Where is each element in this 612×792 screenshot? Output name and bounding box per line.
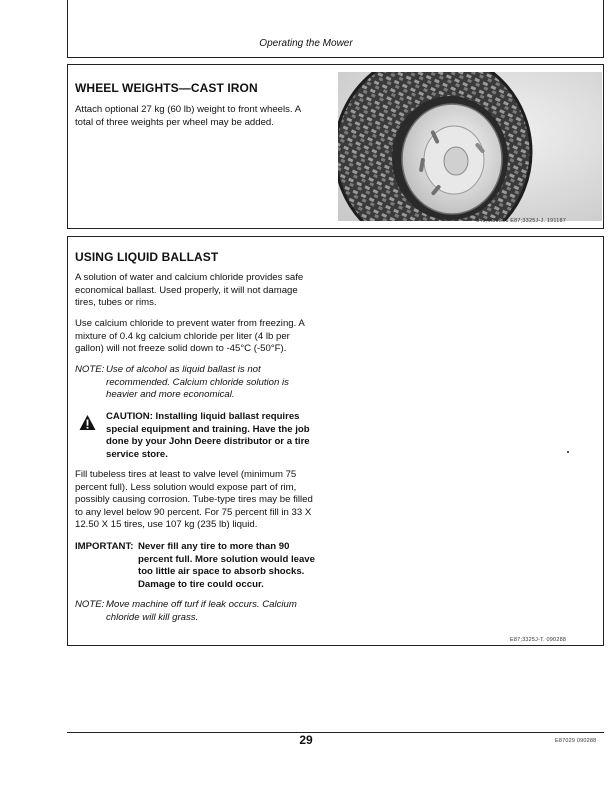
important-line: too little air space to absorb shocks. [138,566,305,578]
text-line: to any level below 90 percent. For 75 percent fill in 33 X [75,506,312,518]
wheel-weights-title: WHEEL WEIGHTS—CAST IRON [75,81,258,95]
text-line: mixture of 0.4 kg calcium chloride per liter (4 lb per [75,330,290,342]
note-line: Move machine off turf if leak occurs. Calcium [106,599,297,610]
text-line: A solution of water and calcium chloride provides safe [75,272,304,283]
tire-wheel-photo [338,72,602,221]
ballast-note-2 [75,599,343,624]
footer-code: E87029 090288 [555,738,597,744]
text-line: Fill tubeless tires at least to valve level (minimum 75 [75,469,297,480]
wheel-weights-line: total of three weights per wheel may be added. [75,116,274,128]
ballast-paragraph-2 [75,318,337,356]
important-line: percent full. More solution would leave [138,553,315,565]
text-line: gallon) will not freeze solid down to -45°C (-50°F). [75,343,287,355]
important-line: Never fill any tire to more than 90 [138,541,290,552]
photo-code: 049;M39591 E87;3325J-J. 191187 [476,218,566,224]
note-line: heavier and more economical. [106,389,235,401]
caution-line: done by your John Deere distributor or a tire [106,436,310,448]
text-line: tires, tubes or rims. [75,297,157,309]
page-header-title: Operating the Mower [259,38,353,49]
text-line: 12.50 X 15 tires, use 107 kg (235 lb) liquid. [75,519,258,531]
text-line: possibly causing corrosion. Tube-type tires may be filled [75,494,313,506]
caution-line: special equipment and training. Have the job [106,423,310,435]
text-line: Use calcium chloride to prevent water from freezing. A [75,318,305,329]
note-label: NOTE: [75,364,105,375]
text-line: economical ballast. Used properly, it will not damage [75,284,298,296]
ballast-paragraph-1 [75,272,337,310]
note-line: chloride will kill grass. [106,611,199,623]
ballast-paragraph-3 [75,469,343,532]
stray-mark [567,451,569,453]
wheel-weights-text [75,104,335,129]
caution-text [106,411,346,461]
ballast-note-1 [75,364,337,402]
wheel-weights-line: Attach optional 27 kg (60 lb) weight to front wheels. A [75,104,302,115]
ballast-code: E87;3325J-T. 090288 [510,637,567,643]
caution-line: service store. [106,448,168,460]
caution-line: CAUTION: Installing liquid ballast requires [106,411,300,422]
important-label: IMPORTANT: [75,541,134,552]
note-label: NOTE: [75,599,105,610]
tire-wheel-drawing [338,72,602,221]
page-number: 29 [299,733,313,747]
liquid-ballast-title: USING LIQUID BALLAST [75,250,219,264]
header-underline [67,57,604,58]
important-block [75,541,343,591]
note-line: Use of alcohol as liquid ballast is not [106,364,261,375]
note-line: recommended. Calcium chloride solution is [106,376,289,388]
warning-triangle-icon [79,414,96,436]
text-line: percent full). Less solution would expose part of rim, [75,481,297,493]
important-line: Damage to tire could occur. [138,578,264,590]
